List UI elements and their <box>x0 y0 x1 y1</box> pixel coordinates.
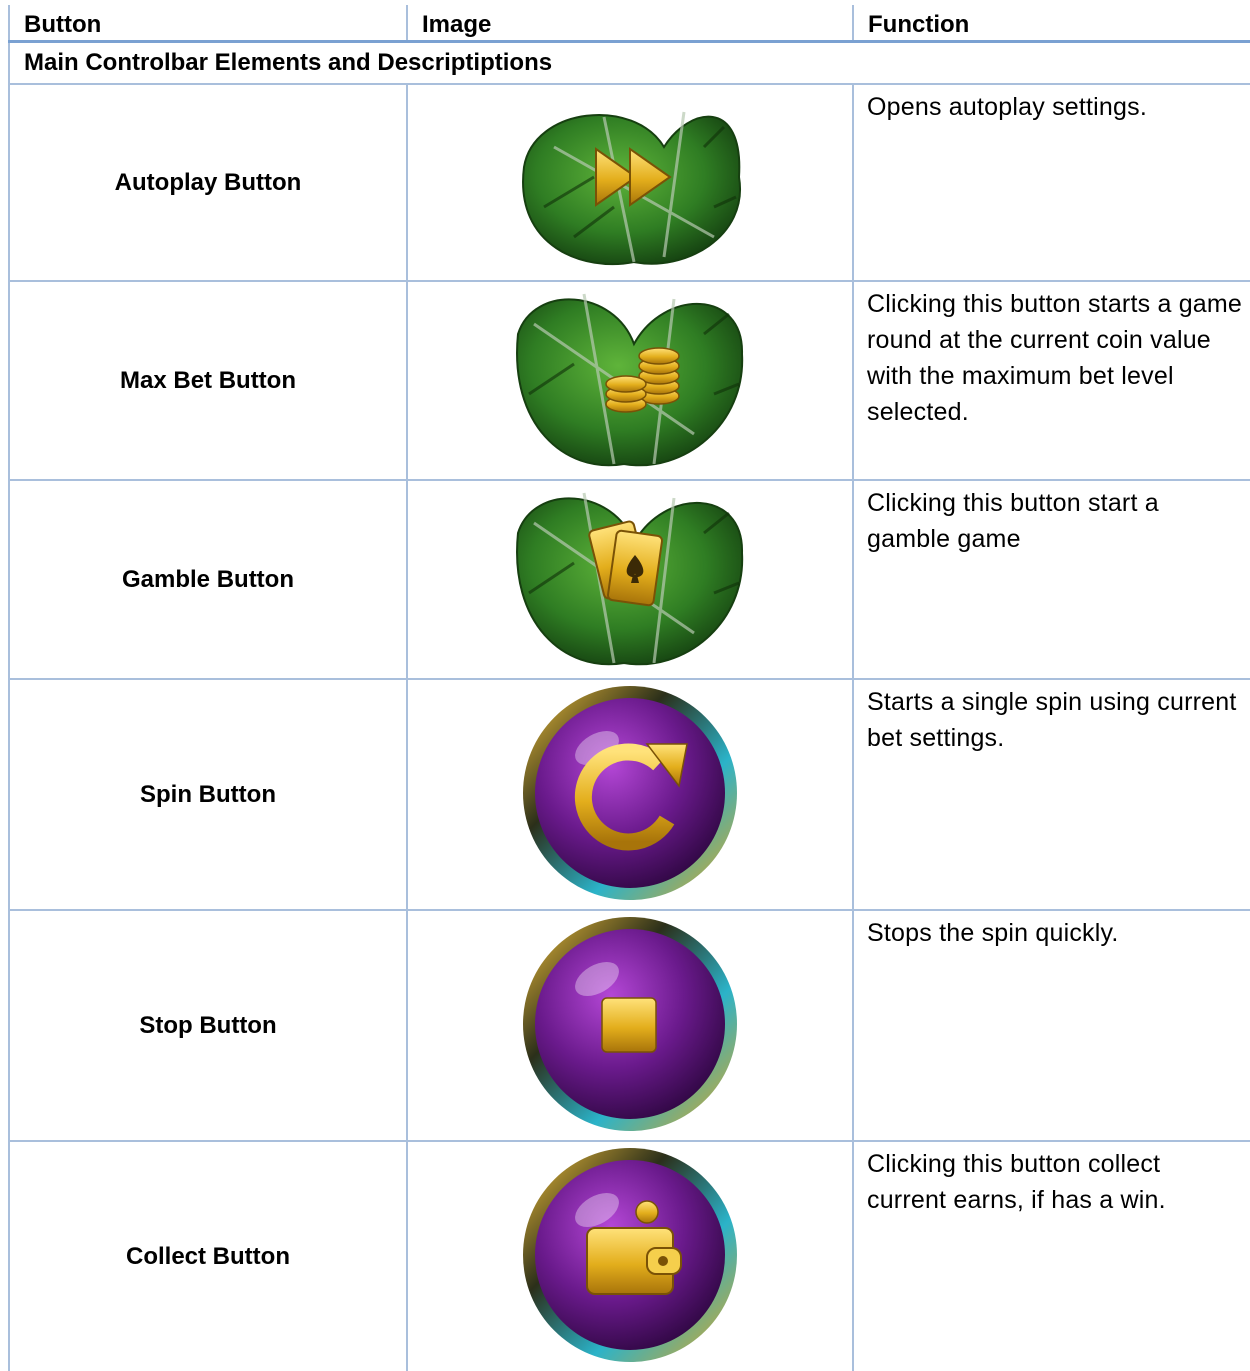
image-cell-autoplay <box>407 84 853 281</box>
max-bet-coins-leaf-icon <box>514 284 746 474</box>
header-function: Function <box>853 5 1250 41</box>
header-image: Image <box>407 5 853 41</box>
function-gamble: Clicking this button start a gamble game <box>853 480 1250 679</box>
controlbar-table <box>8 5 1250 1371</box>
section-title: Main Controlbar Elements and Descriptiptions <box>9 41 1250 84</box>
spin-arrow-icon <box>519 682 741 904</box>
stop-square-icon <box>519 913 741 1135</box>
image-cell-max-bet <box>407 281 853 480</box>
button-name-stop: Stop Button <box>9 910 407 1141</box>
image-cell-gamble <box>407 480 853 679</box>
function-spin: Starts a single spin using current bet settings. <box>853 679 1250 910</box>
image-cell-collect <box>407 1141 853 1371</box>
table-row <box>9 281 1250 480</box>
table-row <box>9 480 1250 679</box>
table-row <box>9 679 1250 910</box>
button-name-gamble: Gamble Button <box>9 480 407 679</box>
button-name-autoplay: Autoplay Button <box>9 84 407 281</box>
table-row <box>9 84 1250 281</box>
autoplay-leaf-icon <box>514 87 746 275</box>
gamble-cards-leaf-icon <box>514 483 746 673</box>
function-stop: Stops the spin quickly. <box>853 910 1250 1141</box>
button-name-collect: Collect Button <box>9 1141 407 1371</box>
header-button: Button <box>9 5 407 41</box>
table-header-row <box>9 5 1250 41</box>
image-cell-stop <box>407 910 853 1141</box>
table-row <box>9 1141 1250 1371</box>
button-name-max-bet: Max Bet Button <box>9 281 407 480</box>
document-page <box>8 5 1250 1347</box>
image-cell-spin <box>407 679 853 910</box>
function-max-bet: Clicking this button starts a game round at the current coin value with the maximum bet level selected. <box>853 281 1250 480</box>
table-row <box>9 910 1250 1141</box>
function-autoplay: Opens autoplay settings. <box>853 84 1250 281</box>
collect-wallet-icon <box>519 1144 741 1366</box>
function-collect: Clicking this button collect current earns, if has a win. <box>853 1141 1250 1371</box>
button-name-spin: Spin Button <box>9 679 407 910</box>
section-row <box>9 41 1250 84</box>
